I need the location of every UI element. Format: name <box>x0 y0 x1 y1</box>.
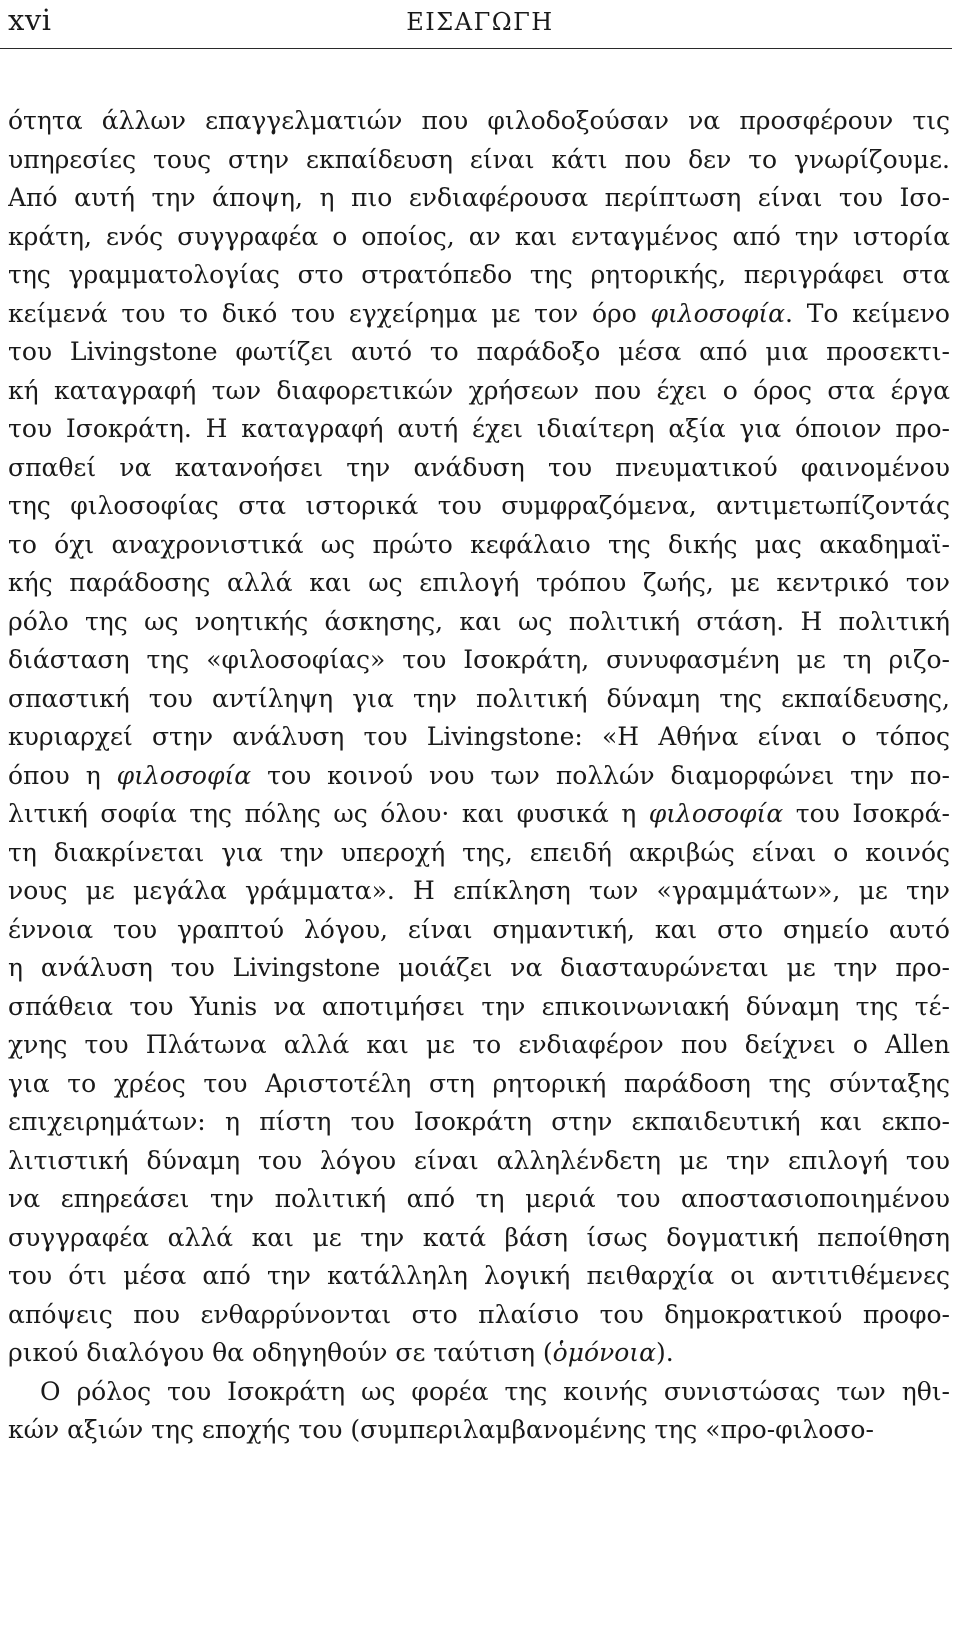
text-line <box>8 795 950 834</box>
text-segment: διάσταση της «φιλοσοφίας» του Ισοκράτη, συνυφασμένη με τη ριζο- <box>8 645 950 674</box>
text-segment: σπαστική του αντίληψη για την πολιτική δύναμη της εκπαίδευσης, <box>8 683 950 713</box>
text-segment: του Ισοκράτη. Η καταγραφή αυτή έχει ιδιαίτερη αξία για όποιον προ- <box>8 414 950 443</box>
text-line <box>8 372 950 411</box>
text-segment: κράτη, ενός συγγραφέα ο οποίος, αν και ενταγμένος από την ιστορία <box>8 221 950 251</box>
text-line <box>8 218 950 257</box>
text-line <box>8 1257 950 1296</box>
text-segment: κών αξιών της εποχής του (συμπεριλαμβανομένης της «προ-φιλοσο- <box>8 1415 874 1444</box>
text-line <box>8 333 950 372</box>
text-line <box>8 988 950 1027</box>
text-line <box>8 1296 950 1335</box>
text-line <box>8 872 950 911</box>
text-line <box>8 1065 950 1104</box>
text-segment: του κοινού νου των πολλών διαμορφώνει την πο- <box>251 760 950 790</box>
text-segment: λιτιστική δύναμη του λόγου είναι αλληλένδετη με την επιλογή του <box>8 1145 950 1175</box>
text-segment: σπάθεια του Yunis να αποτιμήσει την επικοινωνιακή δύναμη της τέ- <box>8 991 950 1021</box>
text-line <box>8 449 950 488</box>
text-segment: του ότι μέσα από την κατάλληλη λογική πειθαρχία οι αντιτιθέμενες <box>8 1261 950 1290</box>
text-line <box>8 757 950 796</box>
text-segment: . Το κείμενο <box>785 298 950 328</box>
text-segment: χνης του Πλάτωνα αλλά και με το ενδιαφέρον που δείχνει ο Allen <box>8 1030 950 1059</box>
text-line <box>8 179 950 218</box>
text-line <box>8 141 950 180</box>
text-segment: για το χρέος του Αριστοτέλη στη ρητορική παράδοση της σύνταξης <box>8 1068 950 1098</box>
text-segment: του Livingstone φωτίζει αυτό το παράδοξο μέσα από μια προσεκτι- <box>8 337 950 366</box>
text-line <box>8 718 950 757</box>
text-line <box>8 526 950 565</box>
text-segment: νους με μεγάλα γράμματα». Η επίκληση των «γραμμάτων», με την <box>8 876 950 905</box>
text-segment: ρόλο της ως νοητικής άσκησης, και ως πολιτική στάση. Η πολιτική <box>8 606 950 636</box>
text-segment: τη διακρίνεται για την υπεροχή της, επειδή ακριβώς είναι ο κοινός <box>8 837 950 867</box>
text-segment: ρικού διαλόγου θα οδηγηθούν σε ταύτιση ( <box>8 1338 553 1367</box>
text-line <box>8 911 950 950</box>
text-segment: κή καταγραφή των διαφορετικών χρήσεων που έχει ο όρος στα έργα <box>8 375 950 405</box>
text-segment: όπου η <box>8 760 117 790</box>
text-line <box>8 834 950 873</box>
running-title: ΕΙΣΑΓΩΓΗ <box>406 8 554 36</box>
text-segment: λιτική σοφία της πόλης ως όλου· και φυσικά η <box>8 799 649 828</box>
running-head <box>8 0 952 44</box>
text-segment: κείμενά του το δικό του εγχείρημα με τον όρο <box>8 298 651 328</box>
text-line <box>8 564 950 603</box>
text-line <box>8 487 950 526</box>
text-line <box>8 603 950 642</box>
text-segment: υπηρεσίες τους στην εκπαίδευση είναι κάτι που δεν το γνωρίζουμε. <box>8 144 950 174</box>
text-segment: της φιλοσοφίας στα ιστορικά του συμφραζόμενα, αντιμετωπίζοντάς <box>8 491 950 520</box>
text-segment: να επηρεάσει την πολιτική από τη μεριά του αποστασιοποιημένου <box>8 1184 950 1213</box>
text-segment: ότητα άλλων επαγγελματιών που φιλοδοξούσαν να προσφέρουν τις <box>8 106 950 135</box>
text-line <box>8 1180 950 1219</box>
text-segment: του Ισοκρά- <box>783 799 950 828</box>
text-segment: κής παράδοσης αλλά και ως επιλογή τρόπου ζωής, με κεντρικό τον <box>8 568 950 597</box>
italic-term: ὁμόνοια <box>552 1338 656 1367</box>
text-line <box>8 1334 950 1373</box>
text-line <box>8 1411 950 1450</box>
text-line <box>8 1219 950 1258</box>
text-line <box>8 410 950 449</box>
text-line <box>8 256 950 295</box>
text-segment: η ανάλυση του Livingstone μοιάζει να διασταυρώνεται με την προ- <box>8 953 950 982</box>
text-segment: το όχι αναχρονιστικά ως πρώτο κεφάλαιο της δικής μας ακαδημαϊ- <box>8 529 950 559</box>
text-segment: ). <box>655 1338 674 1367</box>
text-segment: επιχειρημάτων: η πίστη του Ισοκράτη στην εκπαιδευτική και εκπο- <box>8 1107 950 1136</box>
text-line <box>8 1142 950 1181</box>
text-segment: απόψεις που ενθαρρύνονται στο πλαίσιο του δημοκρατικού προφο- <box>8 1299 950 1329</box>
text-segment: έννοια του γραπτού λόγου, είναι σημαντική, και στο σημείο αυτό <box>8 914 950 944</box>
text-line <box>8 949 950 988</box>
text-line <box>8 680 950 719</box>
text-segment: της γραμματολογίας στο στρατόπεδο της ρητορικής, περιγράφει στα <box>8 260 950 289</box>
text-line <box>8 1373 950 1412</box>
italic-term: φιλοσοφία <box>648 799 784 828</box>
text-line <box>8 1026 950 1065</box>
body-text <box>8 102 950 1450</box>
italic-term: φιλοσοφία <box>116 760 252 790</box>
text-line <box>8 102 950 141</box>
text-segment: κυριαρχεί στην ανάλυση του Livingstone: «Η Αθήνα είναι ο τόπος <box>8 722 950 751</box>
text-segment: Από αυτή την άποψη, η πιο ενδιαφέρουσα περίπτωση είναι του Ισο- <box>8 183 950 212</box>
text-segment: σπαθεί να κατανοήσει την ανάδυση του πνευματικού φαινομένου <box>8 452 950 482</box>
page-number: xvi <box>8 3 52 37</box>
text-line <box>8 641 950 680</box>
text-segment: συγγραφέα αλλά και με την κατά βάση ίσως δογματική πεποίθηση <box>8 1222 950 1252</box>
italic-term: φιλοσοφία <box>650 298 786 328</box>
text-line <box>8 1103 950 1142</box>
text-segment: Ο ρόλος του Ισοκράτη ως φορέα της κοινής συνιστώσας των ηθι- <box>40 1376 950 1406</box>
header-rule <box>0 48 952 49</box>
text-line <box>8 295 950 334</box>
